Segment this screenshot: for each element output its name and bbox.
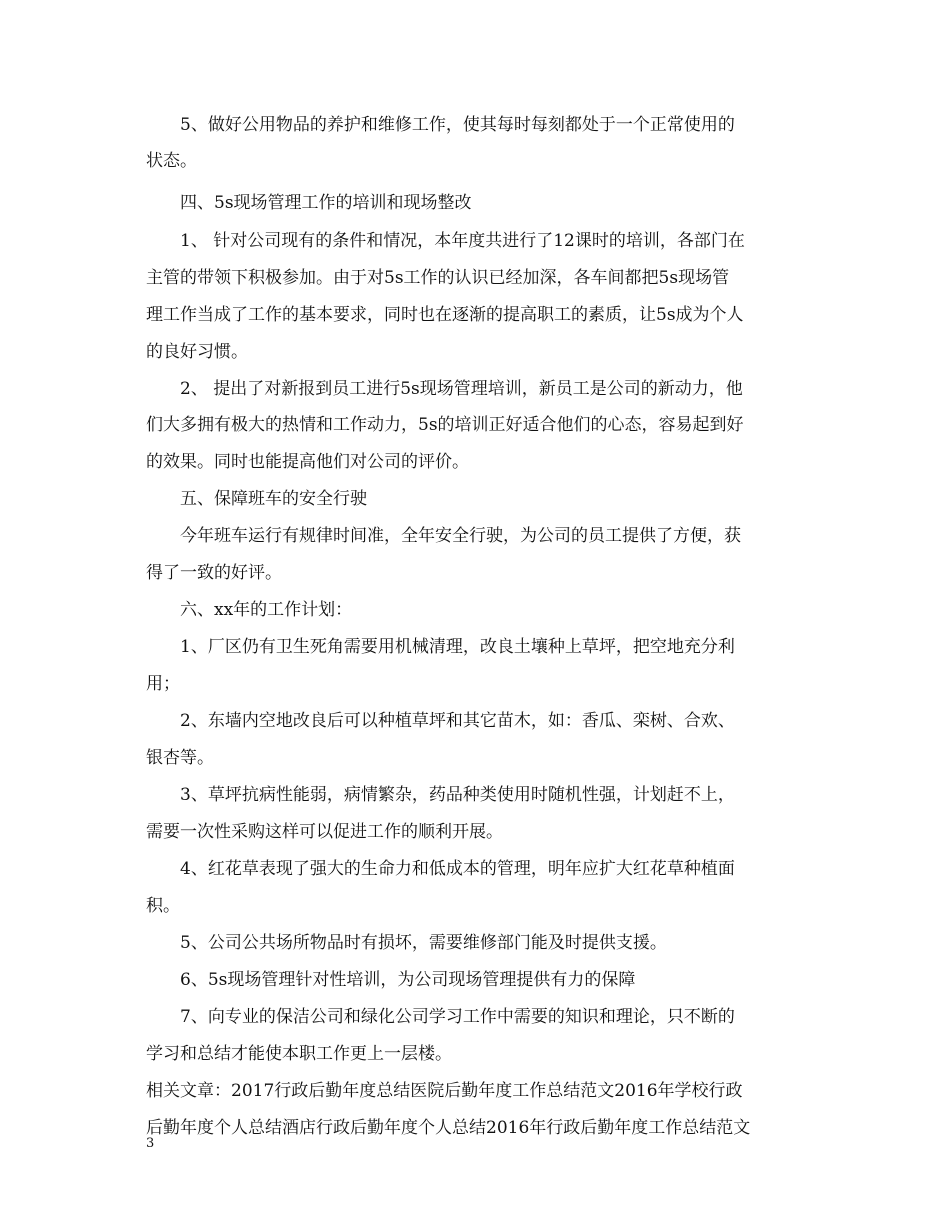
text-line: 6、5s现场管理针对性培训，为公司现场管理提供有力的保障: [180, 970, 636, 990]
section-heading: 五、保障班车的安全行驶: [180, 489, 367, 509]
related-articles-line: 后勤年度个人总结酒店行政后勤年度个人总结2016年行政后勤年度工作总结范文: [146, 1118, 751, 1138]
text-line: 学习和总结才能使本职工作更上一层楼。: [146, 1044, 452, 1064]
text-line: 1、 针对公司现有的条件和情况，本年度共进行了12课时的培训，各部门在: [180, 231, 745, 251]
text-line: 今年班车运行有规律时间准，全年安全行驶，为公司的员工提供了方便，获: [180, 526, 741, 546]
text-line: 主管的带领下积极参加。由于对5s工作的认识已经加深，各车间都把5s现场管: [146, 268, 730, 288]
text-line: 们大多拥有极大的热情和工作动力，5s的培训正好适合他们的心态，容易起到好: [146, 415, 744, 435]
text-line: 积。: [146, 896, 180, 916]
text-line: 5、做好公用物品的养护和维修工作，使其每时每刻都处于一个正常使用的: [180, 115, 735, 135]
text-line: 得了一致的好评。: [146, 563, 282, 583]
text-line: 银杏等。: [146, 748, 214, 768]
text-line: 3、草坪抗病性能弱，病情繁杂，药品种类使用时随机性强，计划赶不上，: [180, 785, 735, 805]
text-line: 7、向专业的保洁公司和绿化公司学习工作中需要的知识和理论，只不断的: [180, 1007, 735, 1027]
text-line: 用；: [146, 674, 180, 694]
text-line: 2、东墙内空地改良后可以种植草坪和其它苗木，如：香瓜、栾树、合欢、: [180, 711, 735, 731]
text-line: 2、 提出了对新报到员工进行5s现场管理培训，新员工是公司的新动力，他: [180, 379, 743, 399]
section-heading: 四、5s现场管理工作的培训和现场整改: [180, 193, 472, 213]
section-heading: 六、xx年的工作计划：: [180, 600, 353, 620]
text-line: 的良好习惯。: [146, 342, 248, 362]
text-line: 理工作当成了工作的基本要求，同时也在逐渐的提高职工的素质，让5s成为个人: [146, 305, 744, 325]
text-line: 状态。: [146, 151, 197, 171]
text-line: 5、公司公共场所物品时有损坏，需要维修部门能及时提供支援。: [180, 933, 667, 953]
page-number: 3: [146, 1136, 155, 1151]
text-line: 1、厂区仍有卫生死角需要用机械清理，改良土壤种上草坪，把空地充分利: [180, 637, 735, 657]
text-line: 需要一次性采购这样可以促进工作的顺利开展。: [146, 822, 503, 842]
text-line: 4、红花草表现了强大的生命力和低成本的管理，明年应扩大红花草种植面: [180, 859, 735, 879]
text-line: 的效果。同时也能提高他们对公司的评价。: [146, 452, 469, 472]
related-articles-line: 相关文章：2017行政后勤年度总结医院后勤年度工作总结范文2016年学校行政: [146, 1081, 743, 1101]
